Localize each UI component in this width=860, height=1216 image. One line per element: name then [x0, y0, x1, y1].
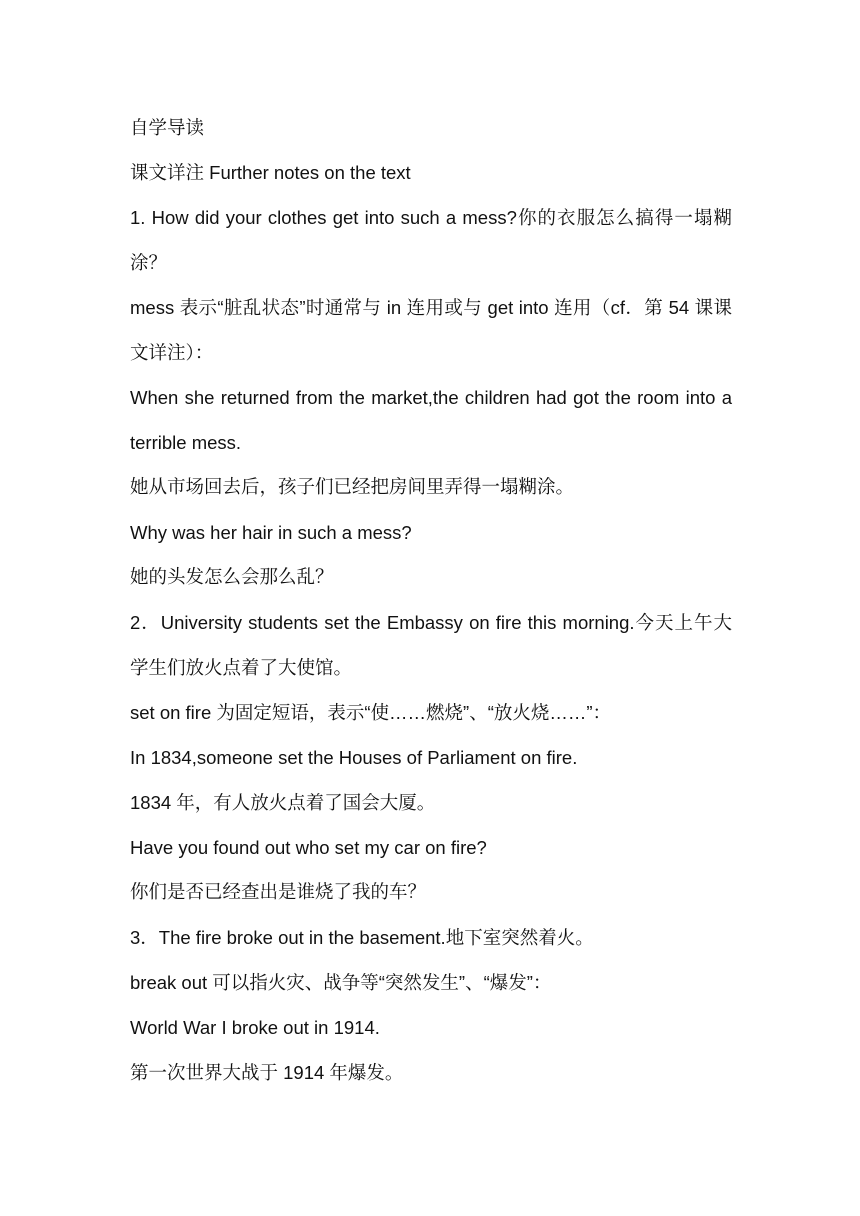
subsection-heading: 课文详注 Further notes on the text	[130, 162, 411, 183]
note-1-sentence: 1. How did your clothes get into such a mess?你的衣服怎么搞得一塌糊涂？	[130, 207, 732, 273]
note-2-example-1-translation: 1834 年，有人放火点着了国会大厦。	[130, 792, 436, 813]
note-3-sentence: 3．The fire broke out in the basement.地下室突然着火。	[130, 927, 594, 948]
note-1-example-2: Why was her hair in such a mess?	[130, 522, 412, 543]
note-1-example-2-translation: 她的头发怎么会那么乱？	[130, 567, 334, 588]
note-2-explanation: set on fire 为固定短语，表示“使……燃烧”、“放火烧……”：	[130, 702, 612, 723]
note-1-example-1: When she returned from the market,the children had got the room into a terrible mess.	[130, 387, 732, 453]
note-3-example-1-translation: 第一次世界大战于 1914 年爆发。	[130, 1062, 404, 1083]
note-1-explanation: mess 表示“脏乱状态”时通常与 in 连用或与 get into 连用（cf．第 54 课课文详注）：	[130, 297, 732, 363]
document-body	[130, 105, 732, 1095]
note-3-example-1: World War I broke out in 1914.	[130, 1017, 380, 1038]
note-2-sentence: 2．University students set the Embassy on fire this morning.今天上午大学生们放火点着了大使馆。	[130, 612, 732, 678]
section-heading: 自学导读	[130, 117, 205, 138]
note-2-example-1: In 1834,someone set the Houses of Parliament on fire.	[130, 747, 578, 768]
note-2-example-2-translation: 你们是否已经查出是谁烧了我的车？	[130, 882, 427, 903]
note-3-explanation: break out 可以指火灾、战争等“突然发生”、“爆发”：	[130, 972, 552, 993]
note-1-example-1-translation: 她从市场回去后，孩子们已经把房间里弄得一塌糊涂。	[130, 477, 575, 498]
note-2-example-2: Have you found out who set my car on fire?	[130, 837, 487, 858]
